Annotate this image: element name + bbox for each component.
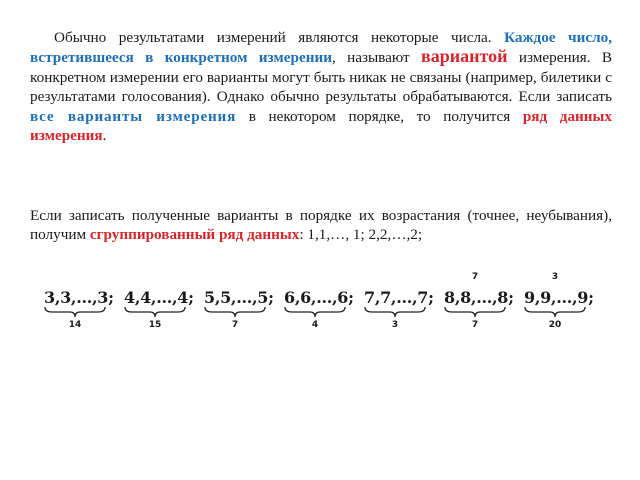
text-run: , называют [331,49,422,67]
count-below-label: 15 [148,320,162,330]
count-below-label: 7 [231,320,239,330]
underbrace-icon [524,306,586,318]
count-above-label: 3 [551,272,559,282]
count-below-label: 7 [471,320,479,330]
highlight-each-number: Каждое число, встретившееся в конкретном измерении [30,29,613,67]
highlight-all-variants: все варианты измерения [30,107,237,125]
underbrace-icon [364,306,426,318]
sequence-item [524,270,596,340]
underbrace-icon [44,306,106,318]
grouped-sequences [44,270,604,340]
sequence-item [44,270,116,340]
sequence-text: 9,9,...,9; [524,288,594,307]
text-run: Обычно результатами измерений являются некоторые числа. [54,29,505,46]
underbrace-icon [124,306,186,318]
text-run: : 1,1,…, 1; 2,2,…,2; [299,226,423,244]
count-below-label: 4 [311,320,319,330]
text-run: измерения. В конкретном измерении его варианты могут быть никак не связаны (например, билетики с результатами голосования). Однако обычно результаты обрабатываются. Если записать [30,49,612,106]
count-below-label: 3 [391,320,399,330]
sequence-item [364,270,436,340]
sequence-item [444,270,516,340]
sequence-text: 8,8,...,8; [444,288,514,307]
underbrace-icon [444,306,506,318]
text-run: в некотором порядке, то получится [236,107,523,125]
count-below-label: 14 [68,320,82,330]
highlight-grouped-series: сгруппированный ряд данных [89,226,300,244]
highlight-variant: вариантой [421,46,508,67]
text-run: . [102,127,107,145]
underbrace-icon [204,306,266,318]
sequence-item [124,270,196,340]
text-run: Если записать полученные варианты в порядке их возрастания (точнее, неубывания), получим [30,207,612,244]
underbrace-icon [284,306,346,318]
sequence-item [284,270,356,340]
highlight-data-series: ряд данных измерения [30,107,613,145]
paragraph-grouped-series [30,206,612,245]
sequence-item [204,270,276,340]
sequence-text: 6,6,...,6; [284,288,354,307]
sequence-text: 4,4,...,4; [124,288,194,307]
sequence-text: 5,5,...,5; [204,288,274,307]
sequence-text: 3,3,...,3; [44,288,114,307]
sequence-text: 7,7,...,7; [364,288,434,307]
paragraph-definition [30,28,612,145]
count-below-label: 20 [548,320,562,330]
count-above-label: 7 [471,272,479,282]
